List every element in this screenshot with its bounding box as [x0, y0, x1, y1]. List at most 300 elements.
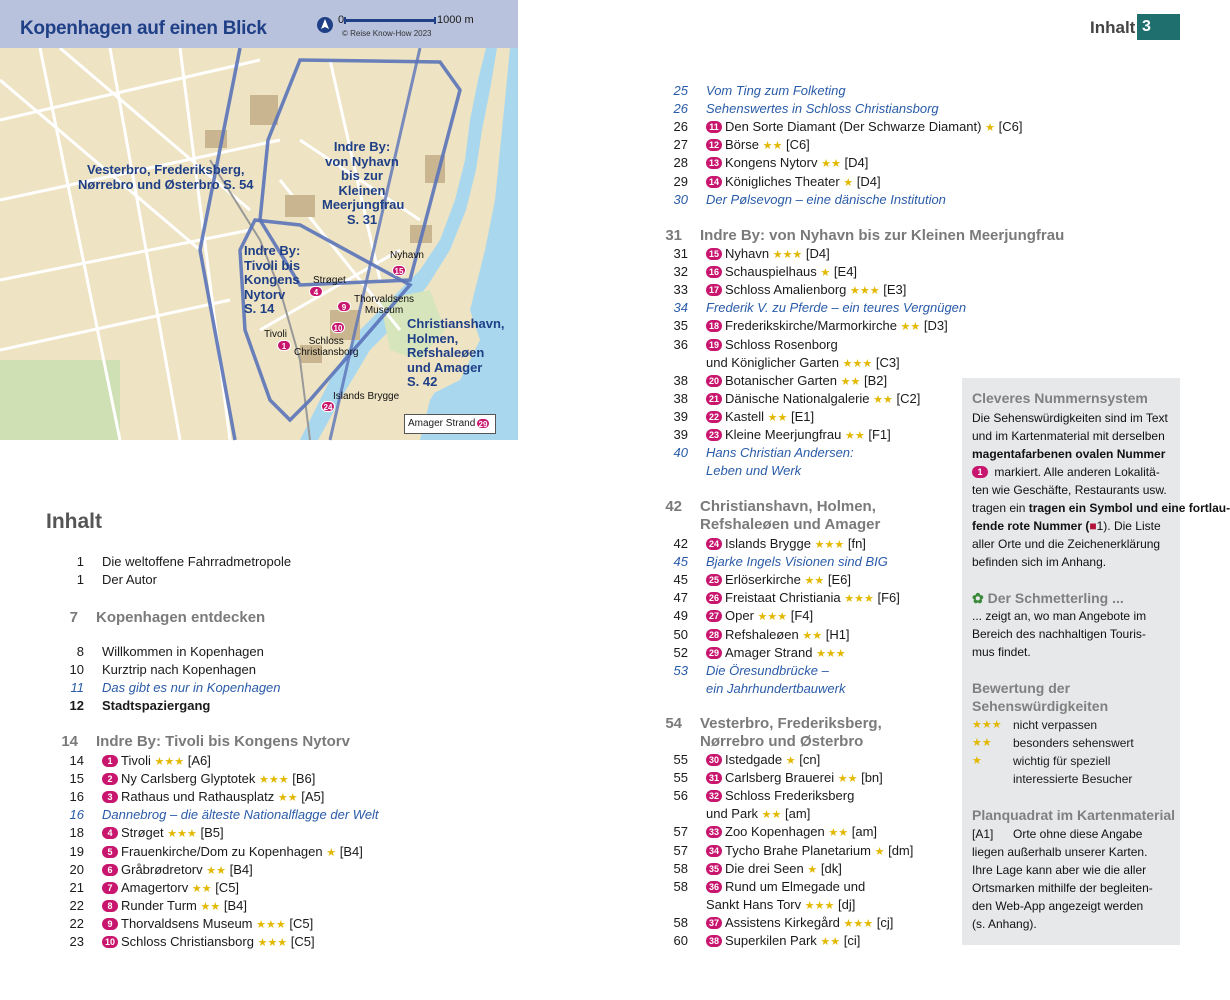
toc-row[interactable]	[658, 860, 958, 878]
toc-text: Bjarke Ingels Visionen sind BIG	[706, 554, 888, 570]
sidebar-text: Bereich des nachhaltigen Touris-	[972, 627, 1146, 641]
toc-page: 18	[69, 825, 84, 841]
rating-stars: ★★	[761, 809, 782, 822]
grid-reference: [C2]	[896, 390, 921, 406]
rating-stars: ★★★	[772, 249, 803, 261]
toc-entry	[706, 444, 854, 462]
toc-text: Frederik V. zu Pferde – ein teures Vergnügen	[706, 300, 967, 316]
toc-entry	[706, 136, 810, 155]
toc-page: 57	[673, 842, 688, 858]
sight-number-badge: 7	[102, 882, 118, 894]
sidebar-text: Ihre Lage kann aber wie die aller	[972, 863, 1147, 877]
toc-section[interactable]	[652, 715, 952, 751]
toc-section-title: Refshaleøen und Amager	[700, 516, 881, 533]
toc-page: 57	[673, 824, 688, 840]
toc-row[interactable]	[54, 697, 454, 715]
toc-entry	[706, 354, 900, 373]
sidebar-text: ten wie Geschäfte, Restaurants usw.	[972, 483, 1167, 497]
toc-text: Sehenswertes in Schloss Christiansborg	[706, 101, 939, 117]
toc-page: 25	[673, 83, 688, 98]
toc-text: Schauspielhaus	[725, 264, 817, 280]
sight-number-badge: 38	[706, 935, 722, 947]
toc-page: 42	[665, 498, 682, 515]
toc-page: 49	[673, 608, 688, 624]
rating-stars: ★	[985, 122, 995, 135]
toc-row[interactable]	[54, 661, 454, 679]
rating-stars: ★	[326, 846, 337, 859]
toc-page: 20	[69, 861, 84, 877]
toc-row[interactable]	[658, 662, 958, 680]
toc-text: Tivoli	[121, 753, 151, 768]
sidebar-text-part: 1). Die Liste	[1096, 519, 1161, 533]
toc-section-title: Nørrebro und Østerbro	[700, 733, 864, 750]
sight-number-badge: 6	[102, 864, 118, 876]
toc-page: 7	[69, 609, 78, 626]
sidebar-text-part: markiert. Alle anderen Lokalitä-	[994, 465, 1160, 479]
rating-stars: ★★	[804, 575, 825, 588]
example-number-badge: 1	[972, 466, 988, 478]
grid-reference: [F1]	[868, 427, 891, 442]
toc-row[interactable]	[658, 317, 958, 335]
toc-entry	[706, 896, 855, 915]
toc-entry	[706, 626, 850, 645]
toc-row[interactable]	[658, 878, 958, 896]
sidebar-text: ... zeigt an, wo man Angebote im	[972, 609, 1147, 623]
map-pin[interactable]: 1	[277, 340, 291, 351]
toc-row[interactable]	[54, 643, 454, 661]
toc-text: Botanischer Garten	[725, 372, 838, 388]
sidebar-heading: Cleveres Nummernsystem	[972, 390, 1148, 406]
toc-page: 29	[673, 173, 688, 189]
toc-row[interactable]	[658, 82, 958, 100]
toc-row[interactable]	[658, 607, 958, 625]
sidebar-text: Die Sehenswürdigkeiten sind im Text	[972, 411, 1168, 425]
toc-row[interactable]	[658, 769, 958, 787]
toc-text: Istedgade	[725, 752, 783, 767]
toc-entry	[102, 861, 253, 880]
sidebar-text: mus findet.	[972, 645, 1031, 659]
rating-stars: ★★	[972, 737, 992, 749]
toc-text: Frauenkirche/Dom zu Kopenhagen	[121, 843, 323, 859]
toc-row[interactable]	[658, 154, 958, 172]
toc-row[interactable]	[658, 191, 958, 209]
toc-row[interactable]	[658, 336, 958, 354]
toc-row[interactable]	[658, 751, 958, 769]
sidebar-heading: Planquadrat im Kartenmaterial	[972, 807, 1176, 823]
toc-row[interactable]	[658, 842, 958, 860]
toc-text: Oper	[725, 608, 754, 624]
toc-text: und Königlicher Garten	[706, 354, 839, 370]
toc-row[interactable]	[54, 897, 354, 915]
rating-stars: ★★	[844, 430, 865, 442]
rating-stars: ★★	[837, 773, 858, 786]
rating-stars: ★★	[840, 375, 861, 388]
toc-row[interactable]	[658, 444, 958, 462]
toc-row[interactable]	[658, 823, 958, 841]
toc-text: Willkommen in Kopenhagen	[102, 644, 264, 659]
toc-row[interactable]	[658, 644, 958, 662]
toc-row[interactable]	[658, 896, 958, 914]
sidebar-text: tragen ein tragen ein Symbol und eine fortlau-	[972, 501, 1230, 515]
rating-stars: ★★★	[167, 828, 197, 841]
map-pin[interactable]: 29	[476, 418, 490, 429]
toc-entry	[706, 173, 881, 192]
sight-number-badge: 25	[706, 574, 722, 586]
grid-reference: [cj]	[876, 914, 894, 930]
toc-page: 38	[673, 390, 688, 406]
rating-stars: ★★	[828, 827, 849, 840]
toc-text: Der Pølsevogn – eine dänische Institution	[706, 191, 946, 207]
toc-row[interactable]	[658, 372, 958, 390]
toc-entry	[102, 788, 324, 807]
toc-row[interactable]	[54, 933, 354, 951]
toc-row[interactable]	[54, 571, 454, 589]
toc-row[interactable]	[658, 173, 958, 191]
toc-page: 60	[673, 933, 688, 948]
area-label-vesterbro[interactable]	[78, 163, 254, 192]
toc-page: 52	[673, 644, 688, 660]
toc-text: Kastell	[725, 408, 765, 424]
grid-reference: [D3]	[923, 318, 948, 334]
toc-entry	[706, 317, 948, 336]
toc-row[interactable]	[658, 571, 958, 589]
toc-row[interactable]	[54, 879, 354, 897]
area-label-line: und Amager	[407, 359, 483, 375]
map-copyright: © Reise Know-How 2023	[342, 29, 432, 38]
grid-reference: [C5]	[289, 915, 314, 931]
sidebar-text: befinden sich im Anhang.	[972, 555, 1107, 569]
toc-text: Thorvaldsens Museum	[121, 915, 253, 931]
rating-stars: ★★	[900, 321, 921, 334]
toc-entry	[102, 770, 315, 789]
toc-page: 1	[76, 572, 84, 587]
grid-reference: [dj]	[837, 896, 856, 912]
toc-page: 39	[673, 427, 688, 442]
grid-reference: [H1]	[825, 626, 850, 642]
toc-row[interactable]	[54, 788, 354, 806]
toc-row[interactable]	[54, 752, 354, 770]
toc-page: 1	[76, 554, 84, 569]
toc-row[interactable]	[658, 589, 958, 607]
map-pin[interactable]: 4	[309, 286, 323, 297]
sight-number-badge: 13	[706, 157, 722, 169]
toc-row[interactable]	[54, 915, 354, 933]
lock-icon: ■	[1089, 519, 1097, 533]
sidebar-text: Ortsmarken mithilfe der begleiten-	[972, 881, 1153, 895]
rating-stars: ★★★	[154, 756, 185, 768]
toc-text: Freistaat Christiania	[725, 590, 841, 606]
sidebar-text-part: tragen ein Symbol und eine fortlau-	[1028, 501, 1230, 515]
toc-entry	[706, 932, 860, 951]
toc-entry	[706, 408, 814, 427]
map-pin[interactable]: 10	[331, 322, 345, 333]
sight-number-badge: 29	[706, 647, 722, 659]
rating-stars: ★★★	[814, 539, 845, 551]
toc-text: Die Öresundbrücke –	[706, 662, 829, 678]
sidebar-text: und im Kartenmaterial mit derselben	[972, 429, 1165, 443]
toc-text: Kleine Meerjungfrau	[725, 427, 842, 442]
toc-entry	[706, 878, 865, 896]
toc-page: 53	[673, 662, 688, 678]
toc-entry	[706, 535, 866, 554]
toc-row[interactable]	[54, 770, 354, 788]
toc-row[interactable]	[658, 281, 958, 299]
toc-text: Leben und Werk	[706, 463, 802, 479]
rating-stars: ★★★	[257, 937, 288, 949]
rating-stars: ★	[807, 863, 818, 876]
grid-reference: [dk]	[820, 860, 842, 876]
area-label-line: bis zur	[341, 168, 383, 183]
toc-entry	[706, 823, 877, 842]
rating-stars: ★★	[820, 936, 841, 948]
rating-stars: ★	[843, 176, 854, 189]
sight-number-badge: 26	[706, 592, 722, 604]
place-line: Schloss	[308, 336, 344, 347]
rating-stars: ★★★	[972, 719, 1002, 731]
place-islands-brygge: Islands Brygge	[333, 391, 400, 402]
place-line: Amager Strand	[408, 418, 476, 429]
area-label-christianshavn[interactable]	[407, 317, 505, 390]
toc-page: 55	[673, 770, 688, 786]
map-pin[interactable]: 9	[337, 301, 351, 312]
toc-text: Schloss Frederiksberg	[725, 788, 855, 804]
map-title: Kopenhagen auf einen Blick	[20, 18, 267, 39]
toc-entry	[102, 933, 315, 952]
toc-entry	[706, 281, 906, 300]
sidebar-text: magentafarbenen ovalen Nummer	[972, 447, 1166, 461]
sight-number-badge: 21	[706, 393, 722, 405]
running-head: Inhalt	[1090, 18, 1136, 37]
toc-row[interactable]	[658, 626, 958, 644]
toc-page: 39	[673, 408, 688, 424]
toc-entry	[706, 805, 810, 824]
toc-page: 45	[673, 554, 688, 570]
toc-row[interactable]	[658, 136, 958, 154]
toc-entry	[102, 752, 211, 771]
toc-entry	[706, 82, 846, 100]
toc-text: Kongens Nytorv	[725, 155, 818, 171]
toc-row[interactable]	[658, 535, 958, 553]
sight-number-badge: 16	[706, 266, 722, 278]
grid-reference: [F4]	[790, 608, 814, 624]
toc-page: 40	[673, 445, 688, 461]
sight-number-badge: 33	[706, 826, 722, 838]
rating-stars: ★★★	[804, 899, 835, 912]
area-label-nyhavn[interactable]	[322, 139, 405, 227]
toc-row[interactable]	[658, 245, 958, 263]
sight-number-badge: 27	[706, 610, 722, 622]
sight-number-badge: 34	[706, 845, 722, 857]
toc-row[interactable]	[658, 914, 958, 932]
toc-heading: Inhalt	[46, 510, 102, 533]
rating-stars: ★★	[767, 411, 788, 424]
place-nyhavn: Nyhavn	[390, 250, 424, 261]
toc-row[interactable]	[658, 932, 958, 950]
sight-number-badge: 14	[706, 176, 722, 188]
sight-number-badge: 8	[102, 900, 118, 912]
toc-row[interactable]	[54, 679, 454, 697]
toc-row[interactable]	[658, 787, 958, 805]
grid-reference: [B5]	[200, 825, 224, 841]
toc-page: 16	[69, 807, 84, 823]
grid-reference: [B6]	[292, 771, 316, 787]
toc-entry	[102, 806, 379, 824]
sight-number-badge: 9	[102, 918, 118, 930]
toc-page: 30	[673, 191, 688, 207]
grid-reference: [F6]	[877, 590, 900, 606]
toc-page: 58	[673, 860, 688, 876]
toc-text: Frederikskirche/Marmorkirche	[725, 318, 897, 334]
toc-page: 32	[673, 264, 688, 280]
sidebar-heading-text: Der Schmetterling ...	[987, 590, 1124, 606]
sight-number-badge: 12	[706, 139, 722, 151]
toc-row[interactable]	[658, 390, 958, 408]
sight-number-badge: 17	[706, 284, 722, 296]
toc-text: Gråbrødretorv	[121, 861, 203, 877]
rating-stars: ★★	[191, 882, 212, 895]
sight-number-badge: 32	[706, 790, 722, 802]
grid-reference: [A5]	[301, 789, 325, 805]
toc-page: 26	[673, 119, 688, 135]
toc-entry	[706, 390, 920, 409]
toc-entry	[706, 662, 829, 680]
toc-row[interactable]	[54, 824, 354, 842]
toc-text: Der Autor	[102, 572, 157, 587]
toc-row[interactable]	[658, 408, 958, 426]
butterfly-icon: ✿	[972, 590, 984, 606]
toc-page: 33	[673, 282, 688, 298]
toc-row[interactable]	[658, 553, 958, 571]
rating-stars: ★★★	[757, 611, 788, 624]
toc-text: Dannebrog – die älteste Nationalflagge der Welt	[102, 807, 379, 823]
sight-number-badge: 15	[706, 248, 722, 260]
area-label-line: S. 42	[407, 374, 438, 389]
toc-row[interactable]	[658, 805, 958, 823]
rating-stars: ★	[972, 755, 982, 767]
toc-entry	[706, 100, 939, 118]
toc-text: Börse	[725, 137, 759, 153]
toc-page: 21	[69, 879, 84, 895]
overview-map	[0, 0, 518, 440]
toc-text: Carlsberg Brauerei	[725, 770, 835, 786]
toc-text: Nyhavn	[725, 246, 770, 261]
grid-reference: [A6]	[187, 753, 211, 768]
toc-entry	[706, 751, 820, 770]
toc-text: Erlöserkirche	[725, 572, 801, 588]
toc-text: Refshaleøen	[725, 626, 799, 642]
grid-reference: [am]	[785, 806, 811, 822]
toc-row[interactable]	[54, 806, 379, 824]
sidebar-text	[972, 517, 1161, 535]
toc-page: 42	[673, 536, 688, 551]
toc-entry	[706, 644, 846, 663]
sidebar-text-part: fende rote Nummer (	[972, 519, 1090, 533]
toc-text: Den Sorte Diamant (Der Schwarze Diamant)	[725, 119, 982, 135]
toc-text: und Park	[706, 806, 759, 822]
sidebar-text: den Web-App angezeigt werden	[972, 899, 1144, 913]
sight-number-badge: 5	[102, 846, 118, 858]
sight-number-badge: 22	[706, 411, 722, 423]
north-arrow-icon	[316, 16, 336, 36]
toc-text: Die weltoffene Fahrradmetropole	[102, 554, 292, 569]
grid-reference: [B4]	[339, 843, 363, 859]
toc-page: 12	[69, 698, 84, 713]
toc-page: 16	[69, 789, 84, 805]
toc-entry	[706, 860, 842, 879]
toc-row[interactable]	[658, 100, 958, 118]
place-line: Christiansborg	[294, 347, 359, 358]
grid-reference: [fn]	[847, 536, 866, 551]
toc-page: 11	[70, 680, 84, 695]
toc-row[interactable]	[658, 426, 958, 444]
toc-page: 19	[69, 843, 84, 859]
toc-page: 35	[673, 318, 688, 334]
toc-row[interactable]	[658, 354, 958, 372]
toc-page: 56	[673, 788, 688, 804]
toc-text: Schloss Rosenborg	[725, 336, 838, 352]
sidebar-heading: Bewertung der	[972, 680, 1071, 696]
rating-stars: ★★★	[842, 357, 873, 370]
toc-entry	[706, 680, 845, 698]
toc-text: Ny Carlsberg Glyptotek	[121, 771, 256, 787]
toc-entry	[706, 372, 887, 391]
sight-number-badge: 3	[102, 791, 118, 803]
area-label-line: Nørrebro und Østerbro S. 54	[78, 176, 254, 192]
toc-section[interactable]	[652, 498, 952, 534]
map-pin[interactable]: 15	[392, 265, 406, 276]
toc-entry	[706, 553, 888, 571]
toc-page: 50	[673, 626, 688, 642]
toc-section-title: Indre By: Tivoli bis Kongens Nytorv	[96, 733, 350, 750]
toc-text: Runder Turm	[121, 897, 197, 913]
grid-reference: [D4]	[844, 155, 869, 171]
toc-row[interactable]	[658, 118, 1023, 136]
toc-text: Amagertorv	[121, 879, 189, 895]
sight-number-badge: 31	[706, 772, 722, 784]
rating-stars: ★	[820, 267, 831, 280]
toc-text: Kurztrip nach Kopenhagen	[102, 662, 256, 677]
toc-row[interactable]	[658, 680, 958, 698]
toc-page: 54	[665, 715, 682, 732]
map-pin[interactable]: 24	[321, 401, 335, 412]
rating-stars: ★	[785, 755, 796, 767]
toc-text: Islands Brygge	[725, 536, 811, 551]
toc-text: Tycho Brahe Planetarium	[725, 842, 871, 858]
toc-entry	[706, 191, 946, 209]
area-label-line: von Nyhavn	[325, 153, 399, 169]
toc-page: 10	[69, 662, 84, 677]
toc-page: 28	[673, 155, 688, 171]
toc-row[interactable]	[658, 299, 967, 317]
grid-reference: [ci]	[843, 933, 861, 948]
toc-row[interactable]	[54, 553, 454, 571]
area-label-line: Christianshavn,	[407, 316, 505, 331]
area-label-tivoli[interactable]	[244, 244, 300, 317]
rating-stars: ★★★	[256, 918, 286, 931]
toc-entry	[706, 426, 891, 445]
rating-stars: ★★	[206, 864, 226, 877]
toc-page: 27	[673, 137, 688, 153]
toc-row[interactable]	[54, 861, 354, 879]
toc-text: Rathaus und Rathausplatz	[121, 789, 275, 805]
toc-entry	[706, 914, 893, 933]
toc-row[interactable]	[658, 462, 958, 480]
area-label-line: Vesterbro, Frederiksberg,	[87, 162, 245, 177]
toc-row[interactable]	[658, 263, 958, 281]
grid-reference: [C5]	[215, 879, 240, 895]
area-label-line: S. 14	[244, 301, 275, 316]
toc-row[interactable]	[54, 843, 363, 861]
